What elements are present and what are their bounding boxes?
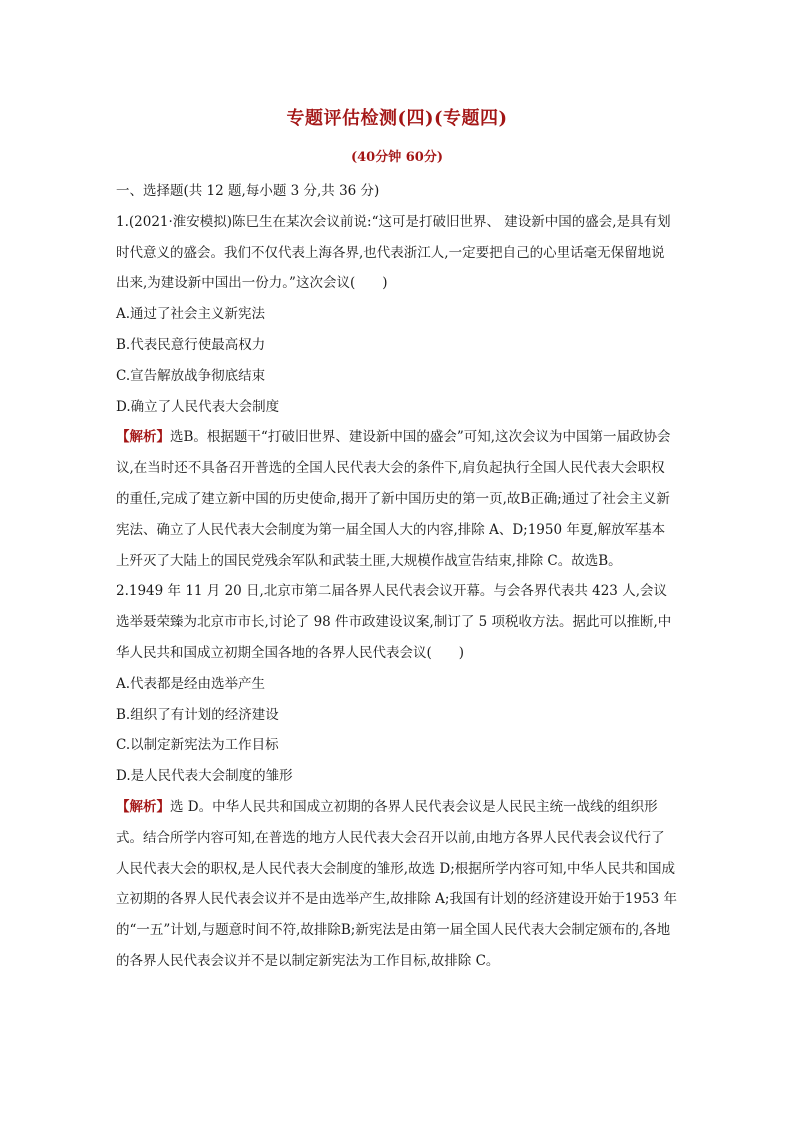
question-1	[116, 207, 678, 577]
option-c: C.以制定新宪法为工作目标	[116, 737, 279, 754]
analysis	[116, 792, 678, 977]
analysis-tag: 【解析】	[116, 429, 170, 446]
question-stem: 2.1949 年 11 月 20 日,北京市第二届各界人民代表会议开幕。与会各界代表共 423 人,会议选举聂荣臻为北京市市长,讨论了 98 件市政建设议案,制订了 5 项税收方法。据此可以推断,中华人民共和国成立初期全国各地的各界人民代表会议( )	[116, 583, 672, 661]
analysis-tag: 【解析】	[116, 798, 170, 815]
analysis	[116, 422, 678, 576]
page-subtitle: (40分钟 60分)	[350, 150, 443, 165]
page-title: 专题评估检测(四)(专题四)	[286, 108, 508, 129]
analysis-text: 选 D。中华人民共和国成立初期的各界人民代表会议是人民民主统一战线的组织形式。结合所学内容可知,在普选的地方人民代表大会召开以前,由地方各界人民代表会议代行了人民代表大会的职权,是人民代表大会制度的雏形,故选 D;根据所学内容可知,中华人民共和国成立初期的各界人民代表会议并不是由选举产生,故排除 A;我国有计划的经济建设开始于1953 年的“一五”计划,与题意时间不符,故排除B;新宪法是由第一届全国人民代表大会制定颁布的,各地的各界人民代表会议并不是以制定新宪法为工作目标,故排除 C。	[116, 798, 678, 969]
document-body	[116, 176, 678, 977]
question-2	[116, 576, 678, 976]
option-a: A.代表都是经由选举产生	[116, 675, 266, 692]
section-heading: 一、选择题(共 12 题,每小题 3 分,共 36 分)	[116, 183, 380, 199]
analysis-text: 选B。根据题干“打破旧世界、建设新中国的盛会”可知,这次会议为中国第一届政协会议,在当时还不具备召开普选的全国人民代表大会的条件下,肩负起执行全国人民代表大会职权的重任,完成了建立新中国的历史使命,揭开了新中国历史的第一页,故B正确;通过了社会主义新宪法、确立了人民代表大会制度为第一届全国人大的内容,排除 A、D;1950 年夏,解放军基本上歼灭了大陆上的国民党残余军队和武装土匪,大规模作战宣告结束,排除 C。故选B。	[116, 429, 671, 569]
option-a: A.通过了社会主义新宪法	[116, 306, 266, 323]
question-stem: 1.(2021·淮安模拟)陈巳生在某次会议前说:“这可是打破旧世界、 建设新中国的盛会,是具有划时代意义的盛会。我们不仅代表上海各界,也代表浙江人,一定要把自己的心里话毫无保留地说出来,为建设新中国出一份力。”这次会议( )	[116, 213, 671, 292]
option-b: B.代表民意行使最高权力	[116, 336, 266, 353]
option-b: B.组织了有计划的经济建设	[116, 706, 279, 723]
option-d: D.是人民代表大会制度的雏形	[116, 768, 293, 785]
option-d: D.确立了人民代表大会制度	[116, 398, 280, 415]
option-c: C.宣告解放战争彻底结束	[116, 367, 266, 384]
